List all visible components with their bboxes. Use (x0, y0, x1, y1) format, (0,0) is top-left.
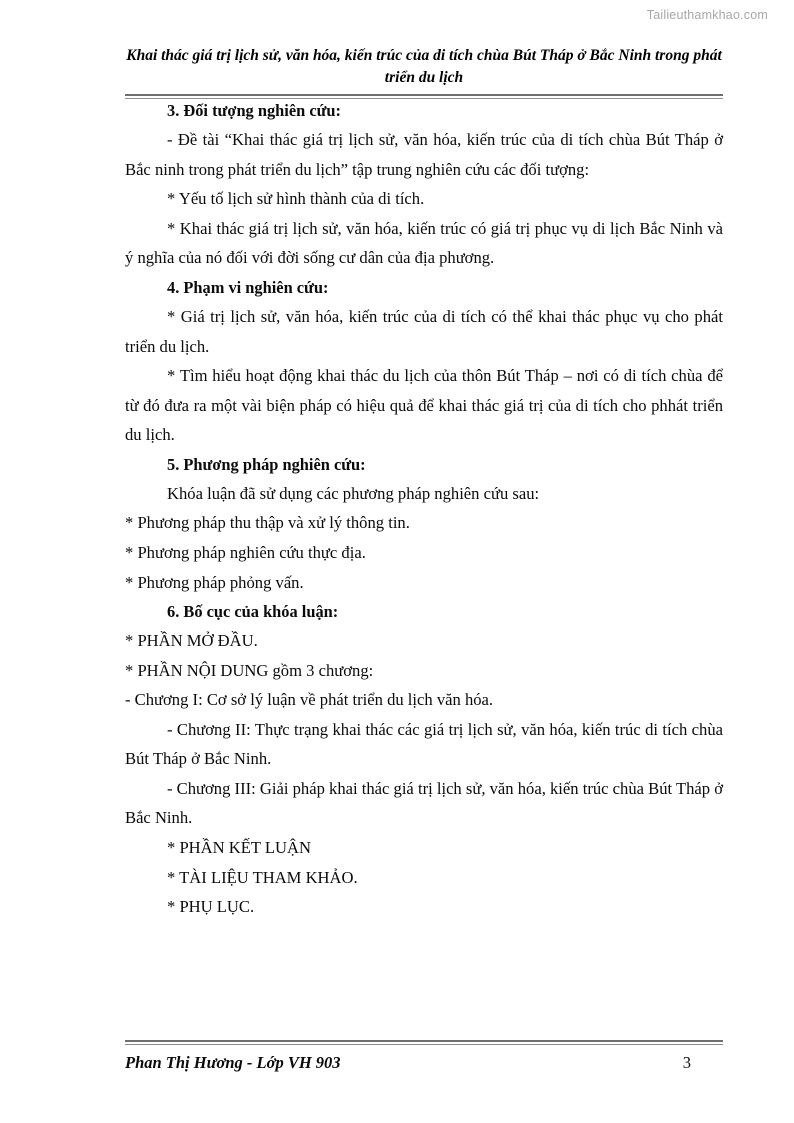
body-paragraph: * Khai thác giá trị lịch sử, văn hóa, kiến trúc có giá trị phục vụ di lịch Bắc Ninh và ý nghĩa của nó đối với đời sống cư dân của địa phương. (125, 218, 723, 268)
body-paragraph: * TÀI LIỆU THAM KHẢO. (167, 867, 358, 887)
body-paragraph: * Phương pháp thu thập và xử lý thông tin. (125, 513, 410, 533)
footer-author: Phan Thị Hương - Lớp VH 903 (125, 1052, 341, 1072)
footer-row (125, 1053, 723, 1073)
body-paragraph: - Chương I: Cơ sở lý luận về phát triển du lịch văn hóa. (125, 690, 494, 710)
body-paragraph: * Phương pháp phỏng vấn. (125, 572, 304, 592)
section-heading: 5. Phương pháp nghiên cứu: (167, 454, 366, 474)
footer-divider (125, 1040, 723, 1045)
section-heading: 4. Phạm vi nghiên cứu: (167, 277, 329, 297)
page-header (125, 45, 723, 99)
page-number: 3 (682, 1052, 691, 1072)
body-paragraph: * Yếu tố lịch sử hình thành của di tích. (167, 189, 425, 209)
body-paragraph: * Tìm hiểu hoạt động khai thác du lịch của thôn Bút Tháp – nơi có di tích chùa để từ đó đưa ra một vài biện pháp có hiệu quả để khai thác giá trị của di tích cho phhát triển du lịch. (125, 366, 723, 445)
watermark-text: Tailieuthamkhao.com (646, 8, 768, 22)
body-paragraph: - Chương III: Giải pháp khai thác giá trị lịch sử, văn hóa, kiến trúc chùa Bút Tháp ở Bắc Ninh. (125, 778, 723, 828)
body-paragraph: * PHẦN MỞ ĐẦU. (125, 631, 258, 651)
body-paragraph: Khóa luận đã sử dụng các phương pháp nghiên cứu sau: (167, 483, 540, 503)
body-paragraph: * PHẦN NỘI DUNG gồm 3 chương: (125, 660, 374, 680)
body-paragraph: * PHỤ LỤC. (167, 897, 255, 917)
section-heading: 3. Đối tượng nghiên cứu: (167, 101, 342, 120)
section-heading: 6. Bố cục của khóa luận: (167, 602, 339, 622)
body-paragraph: - Đề tài “Khai thác giá trị lịch sử, văn hóa, kiến trúc của di tích chùa Bút Tháp ở Bắc ninh trong phát triển du lịch” tập trung nghiên cứu các đối tượng: (125, 130, 723, 179)
document-body (125, 96, 723, 922)
body-paragraph: * Phương pháp nghiên cứu thực địa. (125, 542, 366, 562)
header-title: Khai thác giá trị lịch sử, văn hóa, kiến trúc của di tích chùa Bút Tháp ở Bắc Ninh trong phát triển du lịch (126, 47, 722, 86)
page-footer (125, 1040, 723, 1073)
body-paragraph: * PHẦN KẾT LUẬN (167, 837, 311, 857)
body-paragraph: - Chương II: Thực trạng khai thác các giá trị lịch sử, văn hóa, kiến trúc di tích chùa Bút Tháp ở Bắc Ninh. (125, 719, 723, 769)
body-paragraph: * Giá trị lịch sử, văn hóa, kiến trúc của di tích có thể khai thác phục vụ cho phát triển du lịch. (125, 307, 723, 356)
